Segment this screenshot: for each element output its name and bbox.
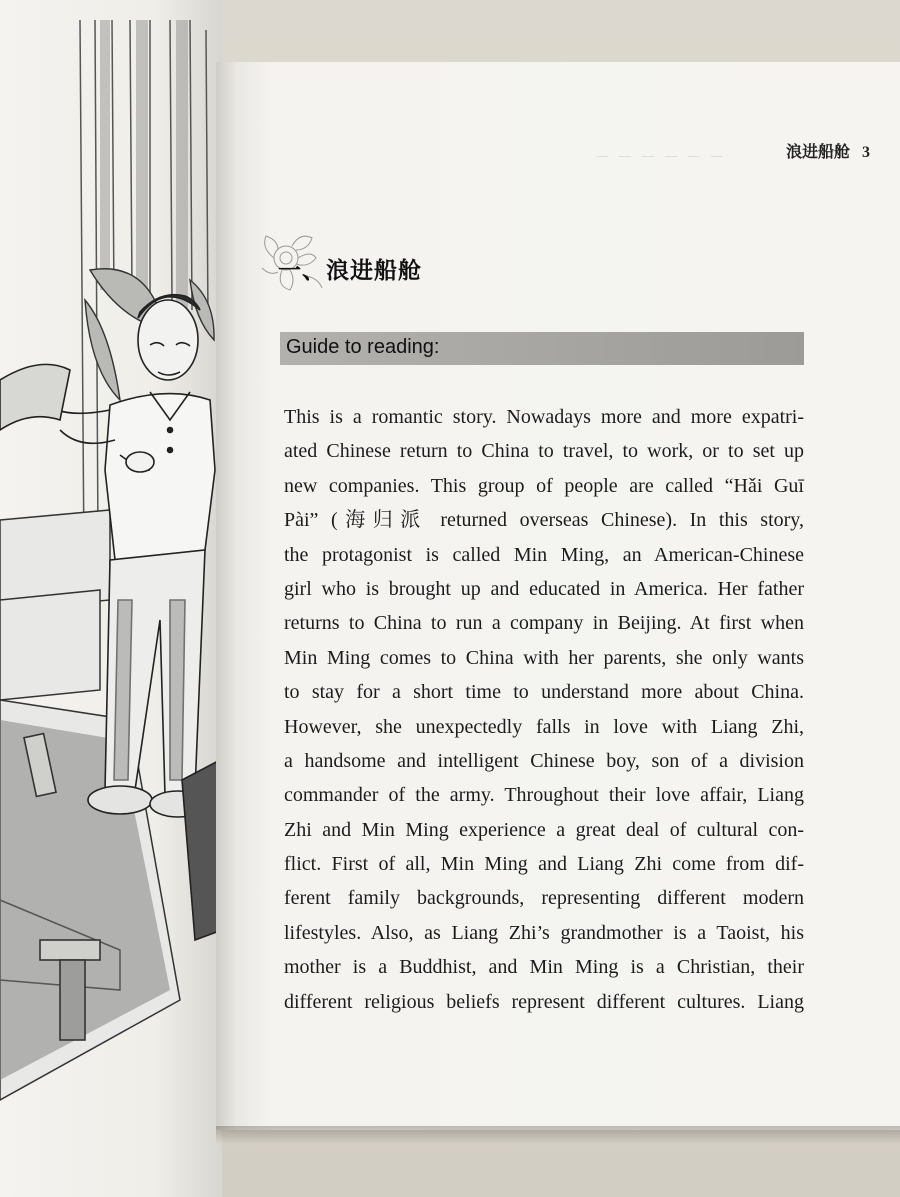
body-line: to stay for a short time to understand more about China. — [284, 681, 804, 704]
running-head-title: 浪进船舱 — [785, 142, 850, 161]
body-line: Pài” (海归派 returned overseas Chinese). In this story, — [284, 509, 804, 532]
guide-bar — [280, 332, 804, 365]
right-page — [216, 62, 900, 1130]
left-page — [0, 0, 222, 1197]
body-line: This is a romantic story. Nowadays more and more expatri- — [284, 406, 804, 428]
body-line: mother is a Buddhist, and Min Ming is a Christian, their — [284, 956, 804, 979]
body-line: commander of the army. Throughout their love affair, Liang — [284, 784, 804, 807]
body-line: new companies. This group of people are called “Hǎi Guī — [284, 474, 804, 497]
body-line: different religious beliefs represent different cultures. Liang — [284, 990, 804, 1013]
body-line: Min Ming comes to China with her parents, she only wants — [284, 646, 804, 669]
body-line: a handsome and intelligent Chinese boy, son of a division — [284, 749, 804, 772]
show-through-texture: — — — — — — — [596, 148, 727, 162]
guide-heading: Guide to reading: — [286, 336, 440, 358]
running-head — [786, 139, 870, 162]
page-shadow — [216, 1126, 900, 1144]
body-line: Zhi and Min Ming experience a great deal of cultural con- — [284, 818, 804, 841]
body-line: ferent family backgrounds, representing different modern — [284, 887, 804, 910]
body-line: the protagonist is called Min Ming, an American-Chinese — [284, 543, 804, 566]
body-line: returns to China to run a company in Beijing. At first when — [284, 612, 804, 635]
body-line: flict. First of all, Min Ming and Liang Zhi come from dif- — [284, 853, 804, 876]
body-line: girl who is brought up and educated in America. Her father — [284, 577, 804, 600]
body-line: However, she unexpectedly falls in love with Liang Zhi, — [284, 715, 804, 738]
body-line: ated Chinese return to China to travel, to work, or to set up — [284, 440, 804, 463]
chapter-title: 一、浪进船舱 — [278, 258, 422, 284]
body-line: lifestyles. Also, as Liang Zhi’s grandmother is a Taoist, his — [284, 921, 804, 944]
guide-body-text — [284, 400, 804, 1019]
page-number: 3 — [862, 144, 870, 161]
man-in-living-room-illustration — [0, 0, 222, 1197]
